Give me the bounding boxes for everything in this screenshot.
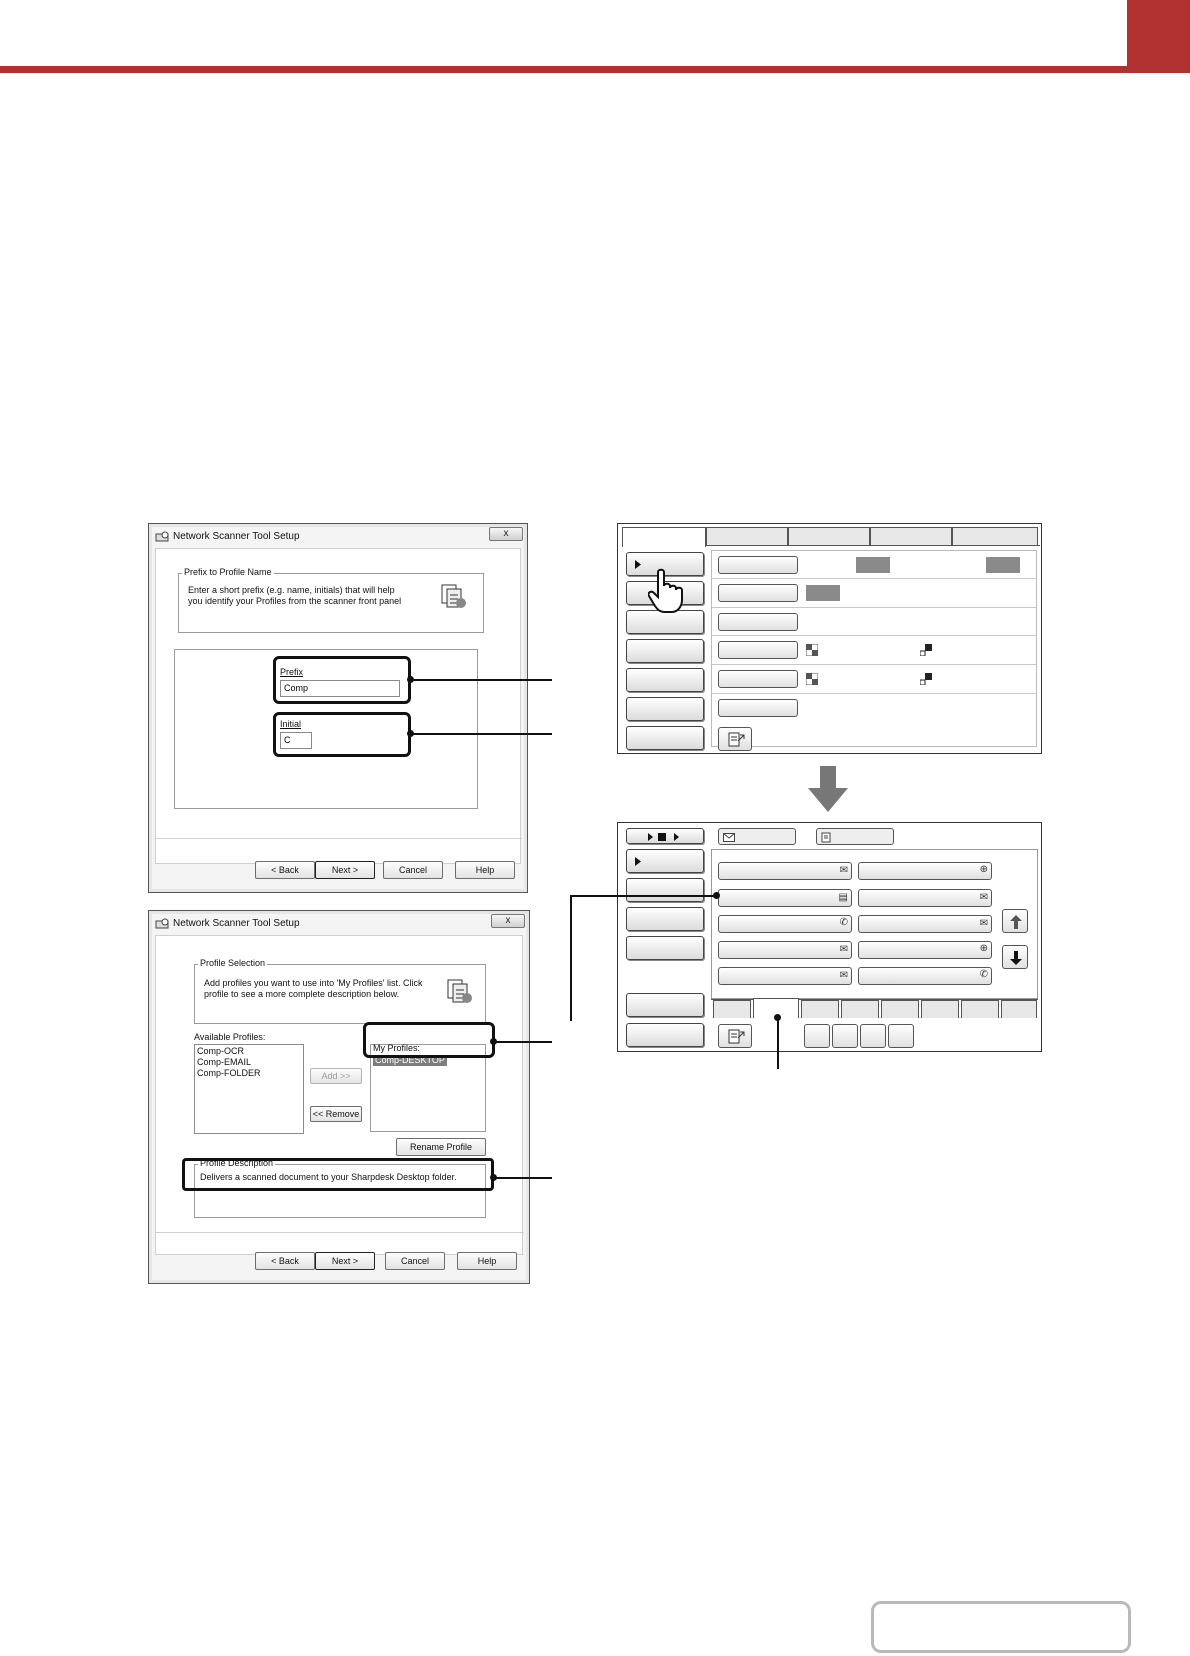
available-profiles-label: Available Profiles: bbox=[194, 1032, 266, 1042]
rename-profile-button[interactable]: Rename Profile bbox=[396, 1138, 486, 1156]
documents-wizard-icon bbox=[438, 581, 468, 611]
index-tab[interactable] bbox=[921, 1000, 959, 1018]
mfp-panel-top bbox=[617, 523, 1042, 754]
row-divider bbox=[712, 693, 1036, 694]
side-button[interactable] bbox=[626, 936, 704, 960]
back-button[interactable]: < Back bbox=[255, 1252, 315, 1270]
mode-switch-button[interactable] bbox=[626, 828, 704, 844]
leader-line bbox=[410, 679, 552, 681]
globe-icon: ⊕ bbox=[979, 864, 988, 875]
small-key[interactable] bbox=[804, 1024, 830, 1048]
address-entry[interactable] bbox=[718, 862, 852, 880]
setting-button[interactable] bbox=[718, 556, 798, 574]
setting-button[interactable] bbox=[718, 584, 798, 602]
side-button[interactable] bbox=[626, 907, 704, 931]
dialog-title: Network Scanner Tool Setup bbox=[173, 918, 300, 929]
status-block bbox=[806, 585, 840, 601]
chapter-tab bbox=[1127, 0, 1190, 70]
hand-pointer-icon bbox=[648, 568, 690, 614]
row-divider bbox=[712, 578, 1036, 579]
scroll-up-button[interactable] bbox=[1002, 909, 1028, 933]
address-entry[interactable] bbox=[858, 889, 992, 907]
address-entry[interactable] bbox=[718, 967, 852, 985]
list-item[interactable]: Comp-EMAIL bbox=[197, 1057, 252, 1067]
add-button[interactable]: Add >> bbox=[310, 1068, 362, 1084]
row-divider bbox=[712, 635, 1036, 636]
row-divider bbox=[712, 664, 1036, 665]
list-item[interactable]: Comp-OCR bbox=[197, 1046, 245, 1056]
contents-button[interactable] bbox=[871, 1601, 1131, 1653]
side-button[interactable] bbox=[626, 849, 704, 873]
remove-button[interactable]: << Remove bbox=[310, 1106, 362, 1122]
leader-line bbox=[410, 733, 552, 735]
envelope-icon[interactable] bbox=[718, 828, 796, 845]
address-entry[interactable] bbox=[858, 941, 992, 959]
cancel-button[interactable]: Cancel bbox=[383, 861, 443, 879]
envelope-icon: ✉ bbox=[839, 970, 848, 981]
documents-wizard-icon bbox=[444, 976, 474, 1006]
side-button[interactable] bbox=[626, 993, 704, 1017]
envelope-icon: ✉ bbox=[979, 892, 988, 903]
cancel-button[interactable]: Cancel bbox=[385, 1252, 445, 1270]
arrow-down-icon bbox=[808, 766, 848, 812]
document-icon[interactable] bbox=[816, 828, 894, 845]
setting-button[interactable] bbox=[718, 670, 798, 688]
leader-line bbox=[493, 1041, 552, 1043]
envelope-icon: ✉ bbox=[839, 865, 848, 876]
instructions-text: Add profiles you want to use into 'My Profiles' list. Click profile to see a more complete description below. bbox=[204, 978, 423, 999]
setting-button[interactable] bbox=[718, 641, 798, 659]
my-profiles-label: My Profiles: bbox=[373, 1043, 421, 1053]
initial-label: Initial bbox=[280, 719, 302, 729]
callout-description bbox=[182, 1158, 494, 1191]
side-button[interactable] bbox=[626, 726, 704, 750]
list-item[interactable]: Comp-FOLDER bbox=[197, 1068, 261, 1078]
phone-icon: ✆ bbox=[979, 969, 988, 980]
leader-line bbox=[570, 895, 572, 1021]
side-button[interactable] bbox=[626, 668, 704, 692]
leader-line bbox=[777, 1017, 779, 1069]
tab[interactable] bbox=[870, 527, 952, 545]
index-tab[interactable] bbox=[961, 1000, 999, 1018]
corner-icon bbox=[920, 643, 932, 655]
setting-button[interactable] bbox=[718, 699, 798, 717]
address-entry[interactable] bbox=[858, 967, 992, 985]
close-button[interactable]: x bbox=[489, 527, 523, 541]
quadrant-icon bbox=[806, 643, 818, 655]
tab-divider bbox=[706, 545, 1040, 546]
scanner-gear-icon bbox=[155, 917, 169, 929]
prefix-group-label: Prefix to Profile Name bbox=[184, 567, 272, 577]
globe-icon: ⊕ bbox=[979, 943, 988, 954]
address-entry[interactable] bbox=[718, 889, 852, 907]
index-tab[interactable] bbox=[1001, 1000, 1037, 1018]
help-button[interactable]: Help bbox=[457, 1252, 517, 1270]
scanner-gear-icon bbox=[155, 530, 169, 542]
tab[interactable] bbox=[622, 527, 706, 547]
small-key[interactable] bbox=[860, 1024, 886, 1048]
index-tab[interactable] bbox=[881, 1000, 919, 1018]
document-icon: ▤ bbox=[838, 892, 848, 903]
small-key[interactable] bbox=[832, 1024, 858, 1048]
profile-description-label: Profile Description bbox=[200, 1158, 274, 1168]
dialog-prefix bbox=[148, 523, 528, 893]
status-block bbox=[856, 557, 890, 573]
profile-description-text: Delivers a scanned document to your Sharpdesk Desktop folder. bbox=[200, 1172, 457, 1182]
back-button[interactable]: < Back bbox=[255, 861, 315, 879]
mfp-panel-address-book bbox=[617, 822, 1042, 1052]
available-profiles-list[interactable] bbox=[194, 1044, 304, 1134]
dialog-body bbox=[155, 935, 523, 1255]
tab[interactable] bbox=[706, 527, 788, 545]
row-divider bbox=[712, 607, 1036, 608]
initial-input[interactable]: C bbox=[280, 732, 312, 749]
envelope-icon: ✉ bbox=[839, 944, 848, 955]
desktop-icon[interactable] bbox=[718, 1024, 752, 1048]
index-tab[interactable] bbox=[713, 1000, 751, 1018]
index-tab[interactable] bbox=[841, 1000, 879, 1018]
address-entry[interactable] bbox=[718, 941, 852, 959]
callout-initial bbox=[273, 712, 411, 757]
address-entry[interactable] bbox=[858, 915, 992, 933]
prefix-label: Prefix bbox=[280, 667, 304, 677]
status-block bbox=[986, 557, 1020, 573]
my-profiles-item-selected[interactable]: Comp-DESKTOP bbox=[375, 1055, 445, 1065]
side-button[interactable] bbox=[626, 639, 704, 663]
desktop-icon[interactable] bbox=[718, 727, 752, 751]
footer-divider bbox=[156, 1232, 524, 1233]
callout-prefix bbox=[273, 656, 411, 704]
tab[interactable] bbox=[952, 527, 1038, 545]
setting-button[interactable] bbox=[718, 613, 798, 631]
help-button[interactable]: Help bbox=[455, 861, 515, 879]
close-button[interactable]: x bbox=[491, 914, 525, 928]
next-button[interactable]: Next > bbox=[315, 861, 375, 879]
dialog-title: Network Scanner Tool Setup bbox=[173, 531, 300, 542]
quadrant-icon bbox=[806, 672, 818, 684]
leader-line bbox=[570, 895, 717, 897]
callout-dot bbox=[713, 892, 720, 899]
leader-line bbox=[493, 1177, 552, 1179]
envelope-icon: ✉ bbox=[979, 918, 988, 929]
tab[interactable] bbox=[788, 527, 870, 545]
address-entry[interactable] bbox=[858, 862, 992, 880]
side-button[interactable] bbox=[626, 1023, 704, 1047]
dialog-body bbox=[155, 548, 521, 864]
side-button[interactable] bbox=[626, 878, 704, 902]
phone-icon: ✆ bbox=[839, 917, 848, 928]
footer-divider bbox=[156, 838, 522, 839]
dialog-profiles bbox=[148, 910, 530, 1284]
profile-selection-label: Profile Selection bbox=[200, 958, 266, 968]
instructions-text: Enter a short prefix (e.g. name, initials) that will help you identify your Profiles from the scanner front panel bbox=[188, 585, 402, 606]
header-rule bbox=[0, 66, 1190, 73]
side-button[interactable] bbox=[626, 697, 704, 721]
address-entry[interactable] bbox=[718, 915, 852, 933]
index-tab[interactable] bbox=[801, 1000, 839, 1018]
corner-icon bbox=[920, 672, 932, 684]
small-key[interactable] bbox=[888, 1024, 914, 1048]
scroll-down-button[interactable] bbox=[1002, 945, 1028, 969]
callout-my-profiles bbox=[363, 1022, 495, 1058]
next-button[interactable]: Next > bbox=[315, 1252, 375, 1270]
prefix-input[interactable]: Comp bbox=[280, 680, 400, 697]
